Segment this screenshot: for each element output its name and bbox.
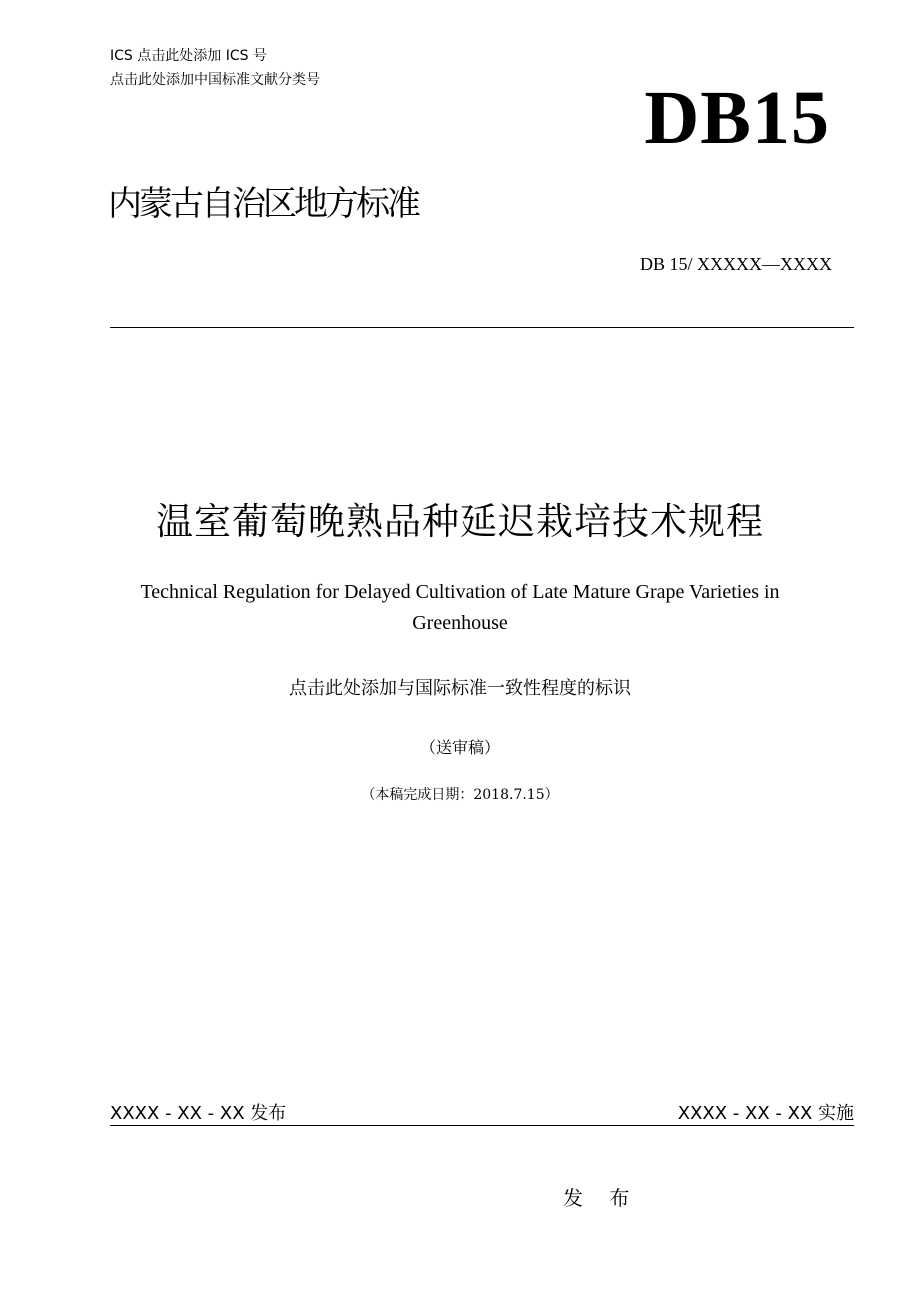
footer-divider bbox=[110, 1125, 854, 1126]
classification-number: 点击此处添加中国标准文献分类号 bbox=[110, 72, 320, 88]
consistency-note: 点击此处添加与国际标准一致性程度的标识 bbox=[289, 678, 631, 699]
draft-status: （送审稿） bbox=[419, 738, 500, 757]
title-chinese: 温室葡萄晚熟品种延迟栽培技术规程 bbox=[156, 500, 764, 543]
effective-date: XXXX - XX - XX 实施 bbox=[677, 1103, 854, 1124]
standard-type: 内蒙古自治区地方标准 bbox=[108, 184, 418, 224]
issuer-label: 发 布 bbox=[563, 1186, 640, 1210]
standard-mark: DB15 bbox=[644, 76, 830, 160]
ics-number: ICS 点击此处添加 ICS 号 bbox=[110, 48, 267, 64]
completion-date: （本稿完成日期：2018.7.15） bbox=[361, 787, 559, 803]
release-date: XXXX - XX - XX 发布 bbox=[110, 1103, 287, 1124]
standard-code: DB 15/ XXXXX—XXXX bbox=[640, 254, 832, 274]
header-divider bbox=[110, 327, 854, 328]
title-english: Technical Regulation for Delayed Cultivation of Late Mature Grape Varieties in Greenhouse bbox=[140, 581, 780, 634]
